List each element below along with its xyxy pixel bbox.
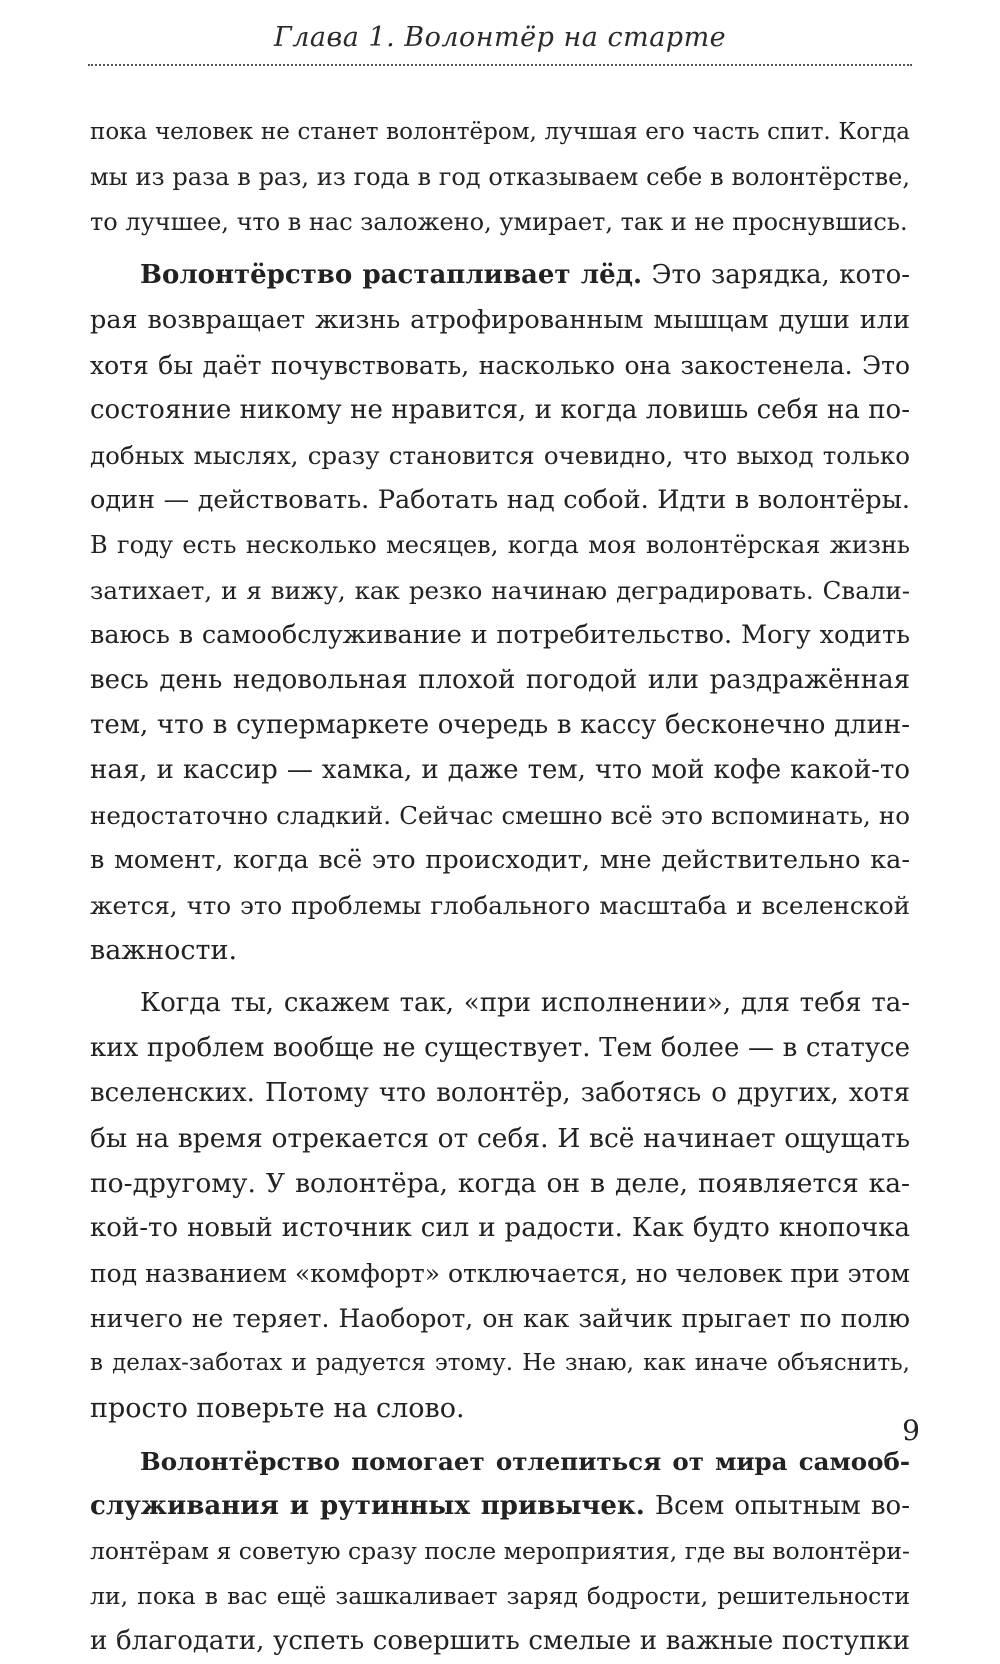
text-line: рая возвращает жизнь атрофированным мышцам души или	[90, 305, 910, 335]
text-line: тем, что в супермаркете очередь в кассу бесконечно длин-	[90, 710, 910, 740]
text-line: мы из раза в раз, из года в год отказываем себе в волонтёрстве,	[90, 163, 910, 191]
text-line: ная, и кассир — хамка, и даже тем, что мой кофе какой-то	[90, 755, 910, 785]
text-line	[90, 1484, 910, 1529]
text-line: затихает, и я вижу, как резко начинаю деградировать. Свали-	[90, 576, 910, 605]
text-line: ничего не теряет. Наоборот, он как зайчик прыгает по полю	[90, 1304, 910, 1333]
text-line: хотя бы даёт почувствовать, насколько она закостенела. Это	[90, 351, 910, 380]
text-line: весь день недовольная плохой погодой или раздражённая	[90, 665, 910, 695]
lead-in-rest: Всем опытным во-	[644, 1491, 910, 1521]
text-line: вселенских. Потому что волонтёр, заботясь о других, хотя	[90, 1078, 910, 1108]
paragraph-gap	[90, 245, 910, 253]
text-line: лонтёрам я советую сразу после мероприятия, где вы волонтёри-	[90, 1537, 910, 1565]
text-line: и благодати, успеть совершить смелые и важные поступки	[90, 1626, 910, 1656]
body-text	[90, 110, 910, 1664]
paragraph-gap	[90, 973, 910, 981]
paragraph	[90, 253, 910, 973]
lead-in-bold: Волонтёрство растапливает лёд.	[140, 260, 643, 290]
text-line: недостаточно сладкий. Сейчас смешно всё это вспоминать, но	[90, 801, 910, 830]
text-line: по-другому. У волонтёра, когда он в деле, появляется ка-	[90, 1168, 910, 1199]
text-line: один — действовать. Работать над собой. Идти в волонтёры.	[90, 485, 910, 515]
page-number: 9	[902, 1414, 920, 1447]
text-line: важности.	[90, 935, 238, 966]
text-line: добных мыслях, сразу становится очевидно, что выход только	[90, 441, 910, 470]
text-line: просто поверьте на слово.	[90, 1393, 465, 1424]
text-line: жется, что это проблемы глобального масштаба и вселенской	[90, 891, 910, 920]
paragraph	[90, 981, 910, 1431]
text-line: под названием «комфорт» отключается, но человек при этом	[90, 1259, 910, 1288]
text-line	[90, 1439, 910, 1484]
lead-in-bold: служивания и рутинных привычек.	[90, 1491, 645, 1521]
lead-in-bold: Волонтёрство помогает отлепиться от мира самооб-	[140, 1447, 910, 1476]
text-line: бы на время отрекается от себя. И всё начинает ощущать	[90, 1123, 910, 1154]
text-line: в делах-заботах и радуется этому. Не знаю, как иначе объяснить,	[90, 1350, 910, 1376]
paragraph	[90, 110, 910, 245]
text-line: кой-то новый источник сил и радости. Как будто кнопочка	[90, 1213, 910, 1243]
text-line: то лучшее, что в нас заложено, умирает, так и не проснувшись.	[90, 208, 908, 236]
text-line: В году есть несколько месяцев, когда моя волонтёрская жизнь	[90, 531, 910, 559]
running-header: Глава 1. Волонтёр на старте	[273, 22, 727, 53]
text-line: состояние никому не нравится, и когда ловишь себя на по-	[90, 395, 910, 425]
text-line	[90, 253, 910, 298]
text-line: пока человек не станет волонтёром, лучшая его часть спит. Когда	[90, 119, 910, 145]
text-line: ких проблем вообще не существует. Тем более — в статусе	[90, 1033, 910, 1063]
text-line: ваюсь в самообслуживание и потребительство. Могу ходить	[90, 620, 910, 650]
text-line: ли, пока в вас ещё зашкаливает заряд бодрости, решительности	[90, 1582, 910, 1610]
paragraph	[90, 1439, 910, 1664]
header-divider	[88, 64, 912, 66]
text-line: в момент, когда всё это происходит, мне действительно ка-	[90, 845, 910, 875]
text-line: Когда ты, скажем так, «при исполнении», для тебя та-	[140, 988, 910, 1018]
paragraph-gap	[90, 1431, 910, 1439]
lead-in-rest: Это зарядка, кото-	[642, 260, 911, 290]
